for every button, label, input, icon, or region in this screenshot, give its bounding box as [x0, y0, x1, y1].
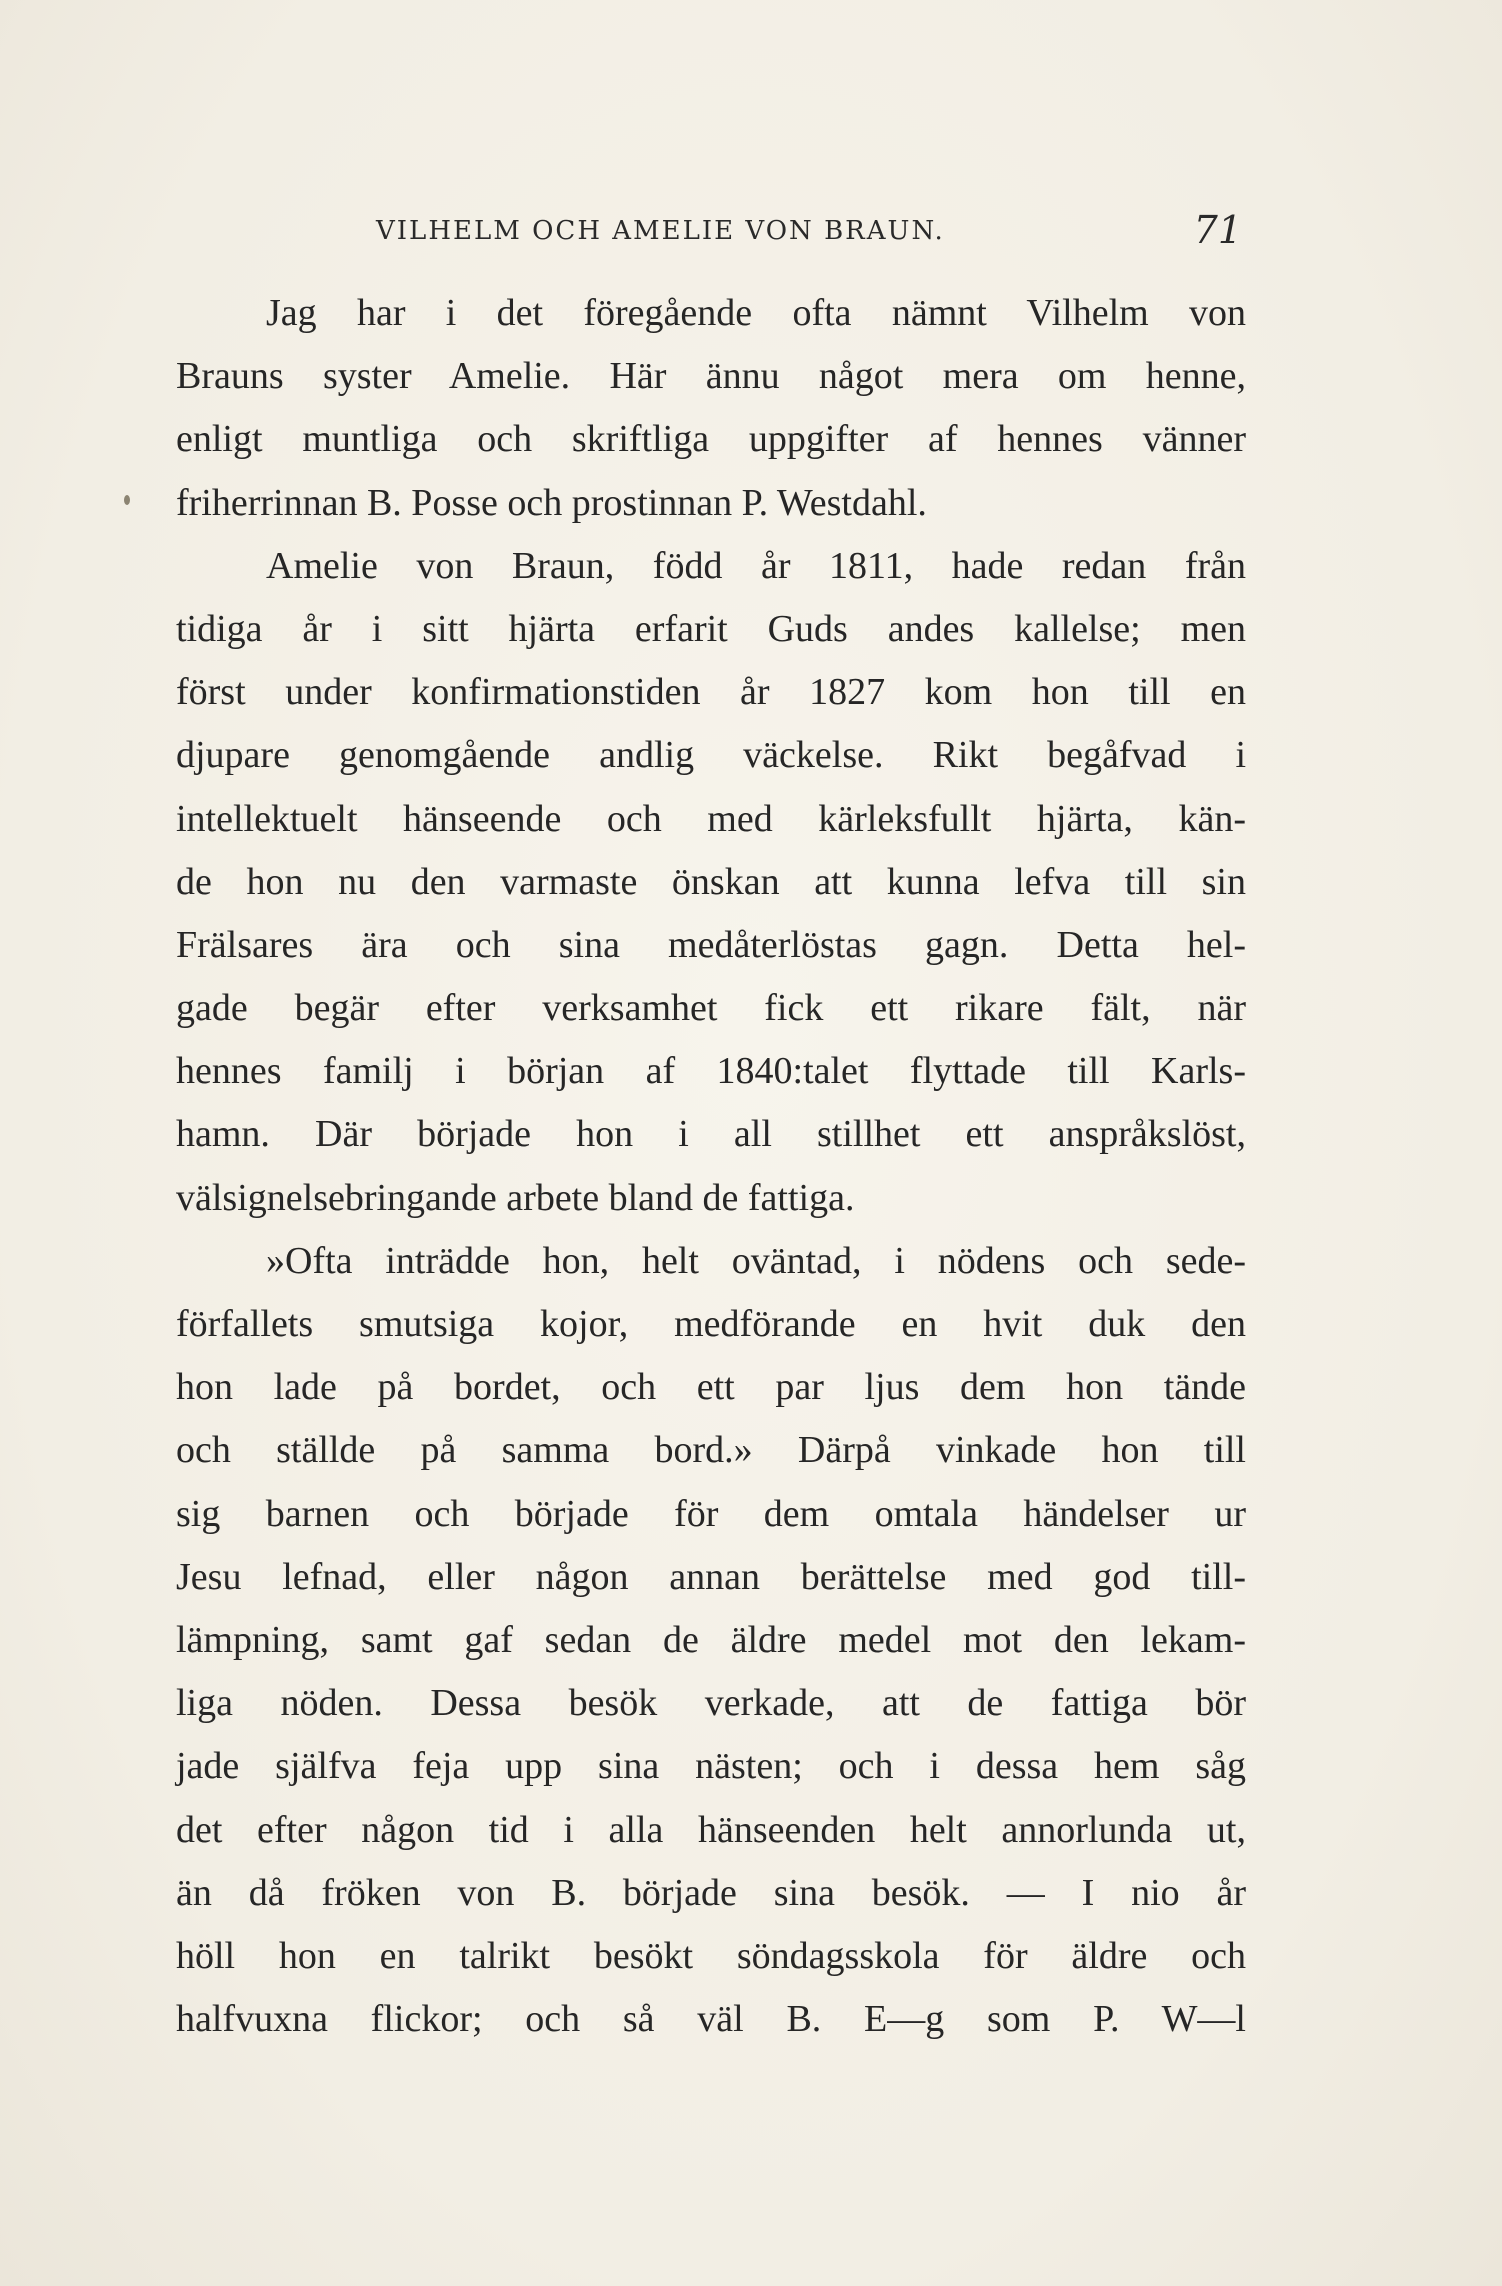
text-line: halfvuxna flickor; och så väl B. E—g som P. W—l	[176, 1998, 1246, 2041]
text-line: tidiga år i sitt hjärta erfarit Guds andes kallelse; men	[176, 607, 1246, 650]
text-line: de hon nu den varmaste önskan att kunna lefva till sin	[176, 860, 1246, 903]
text-line: Jag har i det föregående ofta nämnt Vilhelm von	[266, 292, 1246, 334]
text-line: först under konfirmationstiden år 1827 kom hon till en	[176, 671, 1246, 714]
text-line: lämpning, samt gaf sedan de äldre medel mot den lekam-	[176, 1618, 1246, 1661]
text-line: friherrinnan B. Posse och prostinnan P. Westdahl.	[176, 481, 927, 524]
text-line: välsignelsebringande arbete bland de fattiga.	[176, 1176, 855, 1219]
text-line: gade begär efter verksamhet fick ett rikare fält, när	[176, 987, 1246, 1030]
text-line: enligt muntliga och skriftliga uppgifter af hennes vänner	[176, 418, 1246, 461]
text-line: hon lade på bordet, och ett par ljus dem hon tände	[176, 1366, 1246, 1409]
body-text	[176, 282, 1246, 2051]
text-line: Jesu lefnad, eller någon annan berättelse med god till-	[176, 1555, 1246, 1598]
text-line: förfallets smutsiga kojor, medförande en hvit duk den	[176, 1303, 1246, 1345]
text-line: och ställde på samma bord.» Därpå vinkade hon till	[176, 1429, 1246, 1472]
text-line: sig barnen och började för dem omtala händelser ur	[176, 1492, 1246, 1535]
text-line: Amelie von Braun, född år 1811, hade redan från	[266, 544, 1246, 587]
text-line: intellektuelt hänseende och med kärleksfullt hjärta, kän-	[176, 797, 1246, 840]
page-number: 71	[1193, 208, 1242, 252]
text-line: hamn. Där började hon i all stillhet ett anspråkslöst,	[176, 1113, 1246, 1156]
text-line: Frälsares ära och sina medåterlöstas gagn. Detta hel-	[176, 923, 1246, 966]
text-line: än då fröken von B. började sina besök. — I nio år	[176, 1871, 1246, 1914]
running-title: VILHELM OCH AMELIE VON BRAUN.	[376, 216, 945, 246]
text-line: liga nöden. Dessa besök verkade, att de fattiga bör	[176, 1682, 1246, 1725]
margin-mark	[124, 495, 130, 505]
text-line: jade själfva feja upp sina nästen; och i dessa hem såg	[176, 1745, 1246, 1788]
text-line: det efter någon tid i alla hänseenden helt annorlunda ut,	[176, 1808, 1246, 1851]
text-line: djupare genomgående andlig väckelse. Rikt begåfvad i	[176, 734, 1246, 777]
page-header	[176, 208, 1242, 268]
text-line: Brauns syster Amelie. Här ännu något mera om henne,	[176, 355, 1246, 398]
text-line: hennes familj i början af 1840:talet flyttade till Karls-	[176, 1050, 1246, 1093]
text-line: »Ofta inträdde hon, helt oväntad, i nödens och sede-	[266, 1239, 1246, 1282]
text-line: höll hon en talrikt besökt söndagsskola för äldre och	[176, 1934, 1246, 1977]
